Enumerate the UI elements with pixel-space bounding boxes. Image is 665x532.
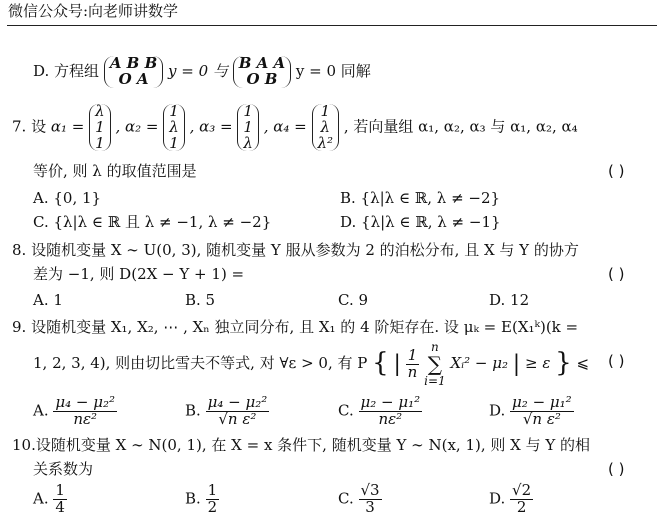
q7-a1-label: α₁ =: [50, 117, 85, 136]
q10-option-c: [338, 483, 382, 516]
q10-opt-d-fraction: [510, 483, 533, 516]
q8-option-d: D. 12: [489, 291, 530, 309]
q9-stem-line2: [33, 341, 589, 387]
q10-opt-d-den: 2: [516, 497, 527, 516]
q7-a4-v2: λ²: [317, 133, 334, 152]
q7-a2-v2: 1: [169, 133, 179, 152]
q10-opt-a-label: A.: [33, 489, 49, 508]
q6-tail: y = 0 同解: [295, 61, 371, 80]
q7-a2-v1: λ: [169, 117, 179, 136]
q9-abs-left: |: [393, 351, 401, 377]
q7-vector-a3: [237, 104, 259, 151]
q9-opt-b-den: √n ε²: [218, 409, 257, 428]
q6-matrix-1: [104, 56, 163, 88]
q9-left-brace: {: [372, 348, 389, 379]
q9-opt-d-fraction: [510, 395, 574, 428]
header-divider: [7, 25, 657, 26]
q9-opt-d-den: √n ε²: [522, 409, 561, 428]
q10-option-a: [33, 483, 67, 516]
q6-mid: y = 0 与: [168, 61, 228, 80]
q7-a1-v1: 1: [95, 117, 105, 136]
q8-stem-line1: 8. 设随机变量 X ∼ U(0, 3), 随机变量 Y 服从参数为 2 的泊松分布, 且 X 与 Y 的协方: [12, 241, 579, 259]
q10-answer-paren: ( ): [608, 460, 625, 478]
q9-opt-a-den: nε²: [73, 409, 98, 428]
q10-option-b: [185, 483, 219, 516]
q7-a1-v2: 1: [95, 133, 105, 152]
q9-right-brace: }: [555, 348, 572, 379]
q6-m1-row1: A B B: [109, 54, 158, 72]
q9-option-c: [338, 395, 422, 428]
q10-opt-a-num: 1: [55, 481, 65, 499]
q9-option-b: [185, 395, 269, 428]
q7-a4-label: , α₄ =: [263, 117, 307, 136]
q7-vector-a2: [163, 104, 185, 151]
q9-geq-eps: ≥ ε: [525, 354, 551, 373]
q9-opt-b-label: B.: [185, 401, 201, 420]
q10-opt-c-label: C.: [338, 489, 354, 508]
q9-opt-b-num: μ₄ − μ₂²: [207, 393, 268, 411]
q9-opt-a-label: A.: [33, 401, 49, 420]
q9-opt-c-label: C.: [338, 401, 354, 420]
q7-prefix: 7. 设: [12, 117, 47, 136]
q10-opt-d-num: √2: [512, 481, 532, 499]
q10-opt-a-den: 4: [55, 497, 65, 516]
q10-opt-b-den: 2: [207, 497, 218, 516]
q7-option-b: B. {λ|λ ∈ ℝ, λ ≠ −2}: [340, 189, 501, 207]
q7-stem-line2: 等价, 则 λ 的取值范围是: [33, 162, 197, 180]
q9-sum-symbol: ∑: [427, 351, 443, 376]
q10-option-d: [489, 483, 533, 516]
q10-opt-d-label: D.: [489, 489, 506, 508]
q8-answer-paren: ( ): [608, 265, 625, 283]
q9-opt-c-den: nε²: [378, 409, 403, 428]
q10-stem-line1: 10.设随机变量 X ∼ N(0, 1), 在 X = x 条件下, 随机变量 Y ∼ N(x, 1), 则 X 与 Y 的相: [12, 436, 591, 454]
q7-a4-v0: 1: [320, 102, 331, 120]
q7-a4-v1: λ: [320, 117, 331, 136]
q9-leq: ⩽: [576, 354, 590, 373]
q9-opt-a-num: μ₄ − μ₂²: [55, 393, 116, 411]
q9-frac-num: 1: [406, 348, 420, 365]
q10-opt-b-fraction: [206, 483, 220, 516]
q6-m1-row2: O A: [118, 69, 149, 88]
q7-a3-label: , α₃ =: [189, 117, 233, 136]
q9-opt-c-fraction: [359, 395, 423, 428]
q9-sum-body: Xᵢ² − μ₂: [450, 354, 509, 373]
q9-frac-den: n: [407, 362, 418, 381]
q9-stem-line1: 9. 设随机变量 X₁, X₂, ⋯ , Xₙ 独立同分布, 且 X₁ 的 4 阶矩存在. 设 μₖ = E(X₁ᵏ)(k =: [12, 318, 579, 336]
q9-opt-b-fraction: [206, 395, 270, 428]
q10-opt-b-label: B.: [185, 489, 201, 508]
q8-option-a: A. 1: [33, 291, 63, 309]
q10-opt-c-fraction: [359, 483, 382, 516]
q7-suffix: , 若向量组 α₁, α₂, α₃ 与 α₁, α₂, α₄: [343, 117, 578, 136]
q7-option-c: C. {λ|λ ∈ ℝ 且 λ ≠ −1, λ ≠ −2}: [33, 213, 272, 231]
q10-opt-c-num: √3: [360, 481, 380, 499]
q6-label: D. 方程组: [33, 61, 100, 80]
q7-vector-a1: [89, 104, 111, 151]
q8-stem-line2: 差为 −1, 则 D(2X − Y + 1) =: [33, 265, 245, 283]
q7-a3-v0: 1: [243, 102, 253, 120]
q9-line2-pre: 1, 2, 3, 4), 则由切比雪夫不等式, 对 ∀ε > 0, 有 P: [33, 354, 368, 373]
q7-a2-v0: 1: [169, 102, 179, 120]
q9-option-a: [33, 395, 117, 428]
q9-sum-bottom: i=1: [424, 373, 446, 388]
q6-matrix-2: [233, 56, 291, 88]
q7-vector-a4: [312, 104, 340, 151]
q8-option-b: B. 5: [185, 291, 216, 309]
q9-opt-c-num: μ₂ − μ₁²: [360, 393, 421, 411]
q6-option-d: [33, 56, 371, 88]
q7-answer-paren: ( ): [608, 162, 625, 180]
q10-opt-a-fraction: [53, 483, 67, 516]
q9-answer-paren: ( ): [608, 352, 625, 370]
q7-a1-v0: λ: [95, 102, 105, 120]
q10-stem-line2: 关系数为: [33, 460, 94, 478]
q9-sum-top: n: [431, 340, 439, 354]
q7-stem-line1: [12, 104, 578, 151]
q9-option-d: [489, 395, 574, 428]
q6-m2-row1: B A A: [238, 54, 286, 72]
q6-m2-row2: O B: [246, 69, 278, 88]
q9-inner-fraction: [406, 345, 420, 381]
q9-opt-d-num: μ₂ − μ₁²: [512, 393, 572, 411]
q7-a3-v1: 1: [243, 117, 253, 136]
q9-summation: [424, 341, 446, 387]
q10-opt-c-den: 3: [365, 497, 375, 516]
q9-opt-a-fraction: [53, 395, 117, 428]
q7-a3-v2: λ: [243, 133, 253, 152]
q10-opt-b-num: 1: [207, 481, 218, 499]
q9-opt-d-label: D.: [489, 401, 506, 420]
q7-option-d: D. {λ|λ ∈ ℝ, λ ≠ −1}: [340, 213, 501, 231]
page-header-title: 微信公众号:向老师讲数学: [8, 2, 179, 20]
q7-option-a: A. {0, 1}: [33, 189, 102, 207]
q7-a2-label: , α₂ =: [115, 117, 159, 136]
q9-abs-right: |: [512, 351, 521, 377]
q8-option-c: C. 9: [338, 291, 369, 309]
